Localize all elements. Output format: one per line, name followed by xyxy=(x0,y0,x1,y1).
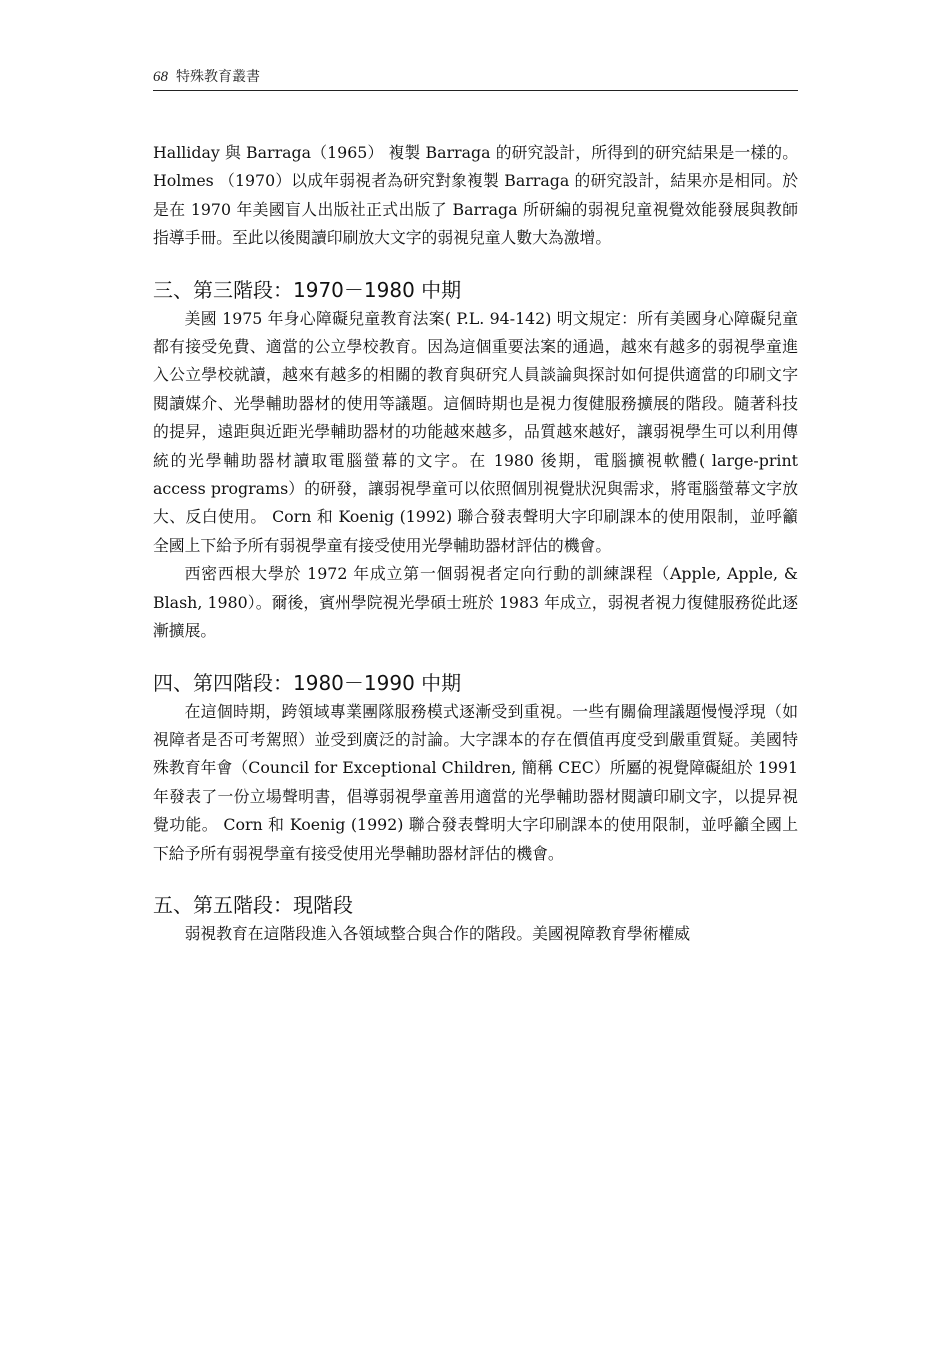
section-3-heading: 三、第三階段：1970－1980 中期 xyxy=(153,277,462,302)
section-5-heading: 五、第五階段：現階段 xyxy=(153,892,353,917)
section-5-paragraph-1: 弱視教育在這階段進入各領域整合與合作的階段。美國視障教育學術權威 xyxy=(184,923,691,943)
intro-paragraph: Halliday 與 Barraga（1965） 複製 Barraga 的研究設計，所得到的研究結果是一樣的。 Holmes （1970）以成年弱視者為研究對象複製 Barraga 的研究設計，結果亦是相同。於是在 1970 年美國盲人出版社正式出版了 Barraga 所研編的弱視兒童視覺效能發展與教師指導手冊。至此以後閱讀印刷放大文字的弱視兒童人數大為激增。 xyxy=(153,143,798,248)
section-3-paragraph-2: 西密西根大學於 1972 年成立第一個弱視者定向行動的訓練課程（Apple, Apple, & Blash, 1980）。爾後，賓州學院視光學碩士班於 1983 年成立，弱視者視力復健服務從此逐漸擴展。 xyxy=(153,564,798,641)
section-4-paragraph-1: 在這個時期，跨領域專業團隊服務模式逐漸受到重視。一些有關倫理議題慢慢浮現（如視障者是否可考駕照）並受到廣泛的討論。大字課本的存在價值再度受到嚴重質疑。美國特殊教育年會（Council for Exceptional Children, 簡稱 CEC）所屬的視覺障礙組於 1991 年發表了一份立場聲明書，倡導弱視學童善用適當的光學輔助器材閱讀印刷文字，以提昇視覺功能。 Corn 和 Koenig (1992) 聯合發表聲明大字印刷課本的使用限制，並呼籲全國上下給予所有弱視學童有接受使用光學輔助器材評估的機會。 xyxy=(153,701,798,863)
section-4-heading: 四、第四階段：1980－1990 中期 xyxy=(153,670,462,695)
section-3-paragraph-1: 美國 1975 年身心障礙兒童教育法案( P.L. 94-142) 明文規定：所有美國身心障礙兒童都有接受免費、適當的公立學校教育。因為這個重要法案的通過，越來有越多的弱視學童進入公立學校就讀，越來有越多的相關的教育與研究人員談論與探討如何提供適當的印刷文字閱讀媒介、光學輔助器材的使用等議題。這個時期也是視力復健服務擴展的階段。隨著科技的提昇，遠距與近距光學輔助器材的功能越來越多，品質越來越好，讓弱視學生可以利用傳統的光學輔助器材讀取電腦螢幕的文字。在 1980 後期，電腦擴視軟體( large-print access programs）的研發，讓弱視學童可以依照個別視覺狀況與需求，將電腦螢幕文字放大、反白使用。 Corn 和 Koenig (1992) 聯合發表聲明大字印刷課本的使用限制，並呼籲全國上下給予所有弱視學童有接受使用光學輔助器材評估的機會。 xyxy=(153,308,798,555)
body-text xyxy=(153,139,798,948)
page-number: 68 xyxy=(153,69,168,85)
running-header xyxy=(153,66,798,91)
book-title: 特殊教育叢書 xyxy=(176,69,260,85)
